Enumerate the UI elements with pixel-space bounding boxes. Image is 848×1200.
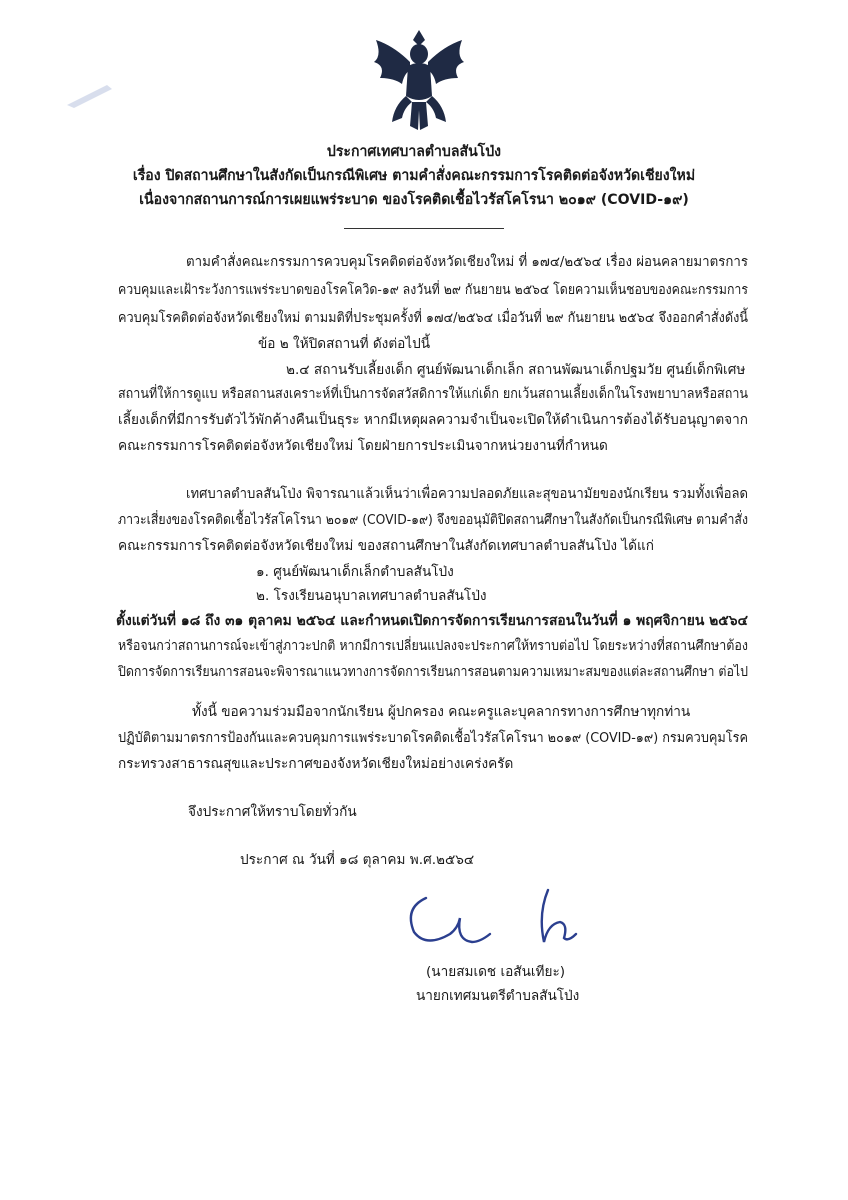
garuda-emblem-icon [364,26,474,134]
p1-line-7: เลี้ยงเด็กที่มีการรับตัวไว้พักค้างคืนเป็นธุระ หากมีเหตุผลความจำเป็นจะเปิดให้ดำเนินการต้องได้รับอนุญาตจาก [118,412,748,428]
signer-name: (นายสมเดช เอสันเทียะ) [426,964,566,980]
title-line-1: ประกาศเทศบาลตำบลสันโป่ง [326,144,502,160]
scan-smudge [62,80,122,110]
closure-period: ตั้งแต่วันที่ ๑๘ ถึง ๓๑ ตุลาคม ๒๕๖๔ และกำหนดเปิดการจัดการเรียนการสอนในวันที่ ๑ พฤศจิกายน ๒๕๖๔ [116,613,748,629]
p3-line-1: ทั้งนี้ ขอความร่วมมือจากนักเรียน ผู้ปกครอง คณะครูและบุคลากรทางการศึกษาทุกท่าน [192,704,691,720]
p1-line-1: ตามคำสั่งคณะกรรมการควบคุมโรคติดต่อจังหวัดเชียงใหม่ ที่ ๑๗๔/๒๕๖๔ เรื่อง ผ่อนคลายมาตรการ [186,254,748,270]
p1-line-4: ข้อ ๒ ให้ปิดสถานที่ ดังต่อไปนี้ [258,336,431,352]
title-line-3: เนื่องจากสถานการณ์การเผยแพร่ระบาด ของโรคติดเชื้อไวรัสโคโรนา ๒๐๑๙ (COVID-๑๙) [139,192,689,208]
announcement-date: ประกาศ ณ วันที่ ๑๘ ตุลาคม พ.ศ.๒๕๖๔ [240,852,475,868]
signer-position: นายกเทศมนตรีตำบลสันโป่ง [416,988,580,1004]
p2-line-5: ปิดการจัดการเรียนการสอนจะพิจารณาแนวทางการจัดการเรียนการสอนตามความเหมาะสมของแต่ละสถานศึกษา ต่อไป [118,664,748,680]
p1-line-2: ควบคุมและเฝ้าระวังการแพร่ระบาดของโรคโควิด-๑๙ ลงวันที่ ๒๙ กันยายน ๒๕๖๔ โดยความเห็นชอบของคณะกรรมการ [118,282,748,298]
title-line-2: เรื่อง ปิดสถานศึกษาในสังกัดเป็นกรณีพิเศษ ตามคำสั่งคณะกรรมการโรคติดต่อจังหวัดเชียงใหม่ [132,168,696,184]
announcement-title [80,140,768,212]
p1-line-5: ๒.๔ สถานรับเลี้ยงเด็ก ศูนย์พัฒนาเด็กเล็ก สถานพัฒนาเด็กปฐมวัย ศูนย์เด็กพิเศษ [286,362,746,378]
facility-item-2: ๒. โรงเรียนอนุบาลเทศบาลตำบลสันโป่ง [256,588,487,604]
p1-line-6: สถานที่ให้การดูแบ หรือสถานสงเคราะห์ที่เป็นการจัดสวัสดิการให้แก่เด็ก ยกเว้นสถานเลี้ยงเด็กในโรงพยาบาลหรือสถาน [118,386,748,402]
p2-line-3: คณะกรรมการโรคติดต่อจังหวัดเชียงใหม่ ของสถานศึกษาในสังกัดเทศบาลตำบลสันโป่ง ได้แก่ [118,538,654,554]
p1-line-8: คณะกรรมการโรคติดต่อจังหวัดเชียงใหม่ โดยฝ่ายการประเมินจากหน่วยงานที่กำหนด [118,438,608,454]
p3-line-3: กระทรวงสาธารณสุขและประกาศของจังหวัดเชียงใหม่อย่างเคร่งครัด [118,756,514,772]
title-divider [344,228,504,229]
p2-line-4: หรือจนกว่าสถานการณ์จะเข้าสู่ภาวะปกติ หากมีการเปลี่ยนแปลงจะประกาศให้ทราบต่อไป โดยระหว่างที่สถานศึกษาต้อง [118,638,748,654]
p3-line-2: ปฏิบัติตามมาตรการป้องกันและควบคุมการแพร่ระบาดโรคติดเชื้อไวรัสโคโรนา ๒๐๑๙ (COVID-๑๙) กรมควบคุมโรค [118,730,748,746]
signature [398,884,598,954]
p2-line-2: ภาวะเสี่ยงของโรคติดเชื้อไวรัสโคโรนา ๒๐๑๙ (COVID-๑๙) จึงขออนุมัติปิดสถานศึกษาในสังกัดเป็นกรณีพิเศษ ตามคำสั่ง [118,512,748,528]
p1-line-3: ควบคุมโรคติดต่อจังหวัดเชียงใหม่ ตามมติที่ประชุมครั้งที่ ๑๗๔/๒๕๖๔ เมื่อวันที่ ๒๙ กันยายน ๒๕๖๔ จึงออกคำสั่งดังนี้ [118,310,748,326]
p2-line-1: เทศบาลตำบลสันโป่ง พิจารณาแล้วเห็นว่าเพื่อความปลอดภัยและสุขอนามัยของนักเรียน รวมทั้งเพื่อลด [186,486,748,502]
facility-item-1: ๑. ศูนย์พัฒนาเด็กเล็กตำบลสันโป่ง [256,564,454,580]
closing-statement: จึงประกาศให้ทราบโดยทั่วกัน [188,804,357,820]
